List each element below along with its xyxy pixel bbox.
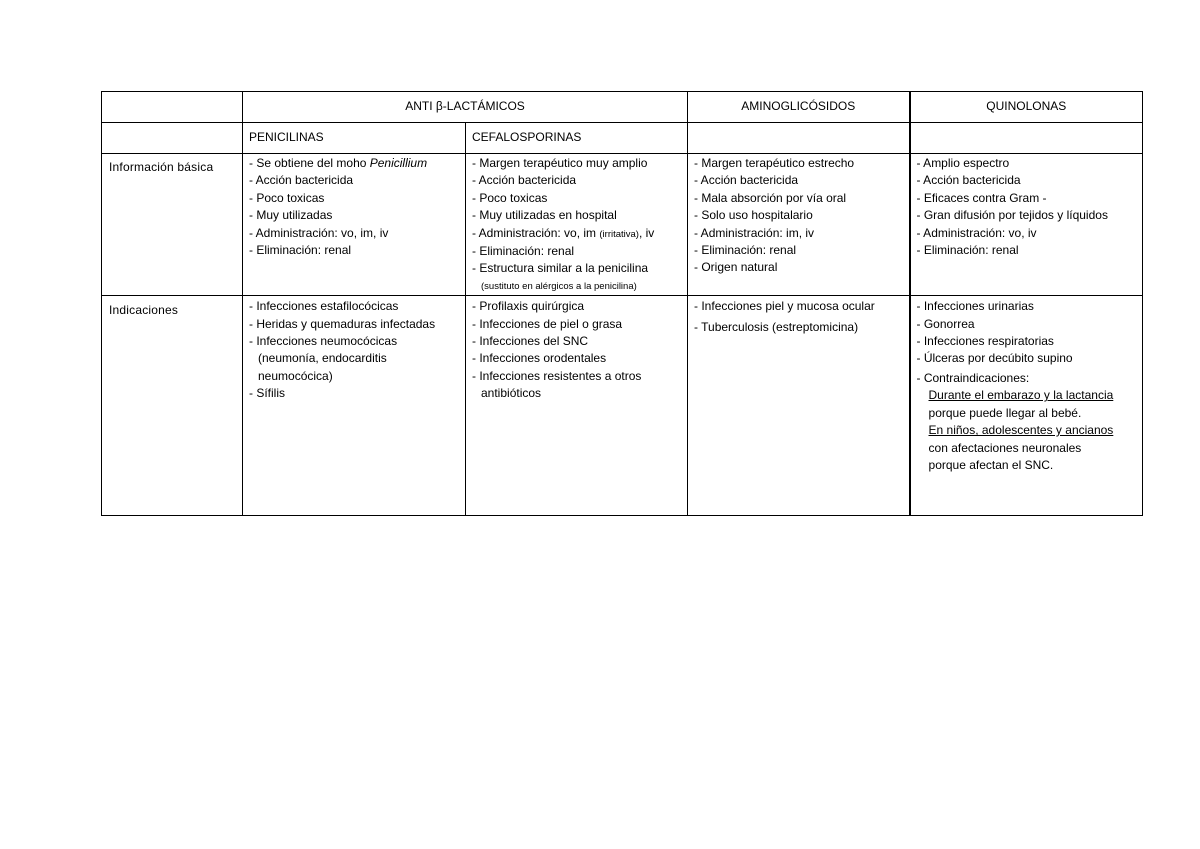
header-anti-beta: ANTI β-LACTÁMICOS	[243, 92, 688, 123]
list-item: - Muy utilizadas	[249, 208, 333, 223]
list-item: - Eficaces contra Gram -	[916, 190, 1047, 205]
list-item: - Estructura similar a la penicilina	[472, 261, 649, 276]
info-cefalosporinas	[466, 154, 688, 296]
informacion-basica-label: Información básica	[109, 160, 214, 174]
list-item: - Mala absorción por vía oral	[694, 190, 847, 205]
header-quinolonas: QUINOLONAS	[910, 92, 1143, 123]
subheader-empty	[102, 123, 243, 154]
item-text: - Se obtiene del moho	[249, 156, 370, 170]
info-aminoglucosidos	[688, 154, 910, 296]
list-item: - Infecciones estafilocócicas	[249, 299, 399, 314]
contraindicacion-embarazo: Durante el embarazo y la lactancia	[928, 388, 1114, 403]
indicaciones-label: Indicaciones	[109, 303, 179, 318]
list-item: - Acción bactericida	[249, 173, 354, 188]
estructura-note: (sustituto en alérgicos a la penicilina)	[481, 280, 637, 292]
list-item-continued: porque afectan el SNC.	[928, 457, 1054, 472]
subheader-row	[102, 123, 1143, 154]
list-item: - Sífilis	[249, 386, 285, 401]
list-item: - Profilaxis quirúrgica	[472, 299, 585, 314]
list-item-continued: (neumonía, endocarditis	[258, 351, 387, 366]
subheader-cefalosporinas: CEFALOSPORINAS	[466, 123, 688, 154]
corner-cell	[102, 92, 243, 123]
row-indicaciones	[102, 296, 1143, 516]
list-item: - Infecciones del SNC	[472, 334, 589, 349]
list-item: - Acción bactericida	[694, 173, 799, 188]
list-item-continued: con afectaciones neuronales	[928, 440, 1082, 455]
list-item: - Infecciones piel y mucosa ocular	[694, 299, 875, 314]
list-item: - Administración: im, iv	[694, 225, 815, 240]
header-row	[102, 92, 1143, 123]
list-item: - Infecciones respiratorias	[916, 334, 1054, 349]
row-informacion-basica	[102, 154, 1143, 296]
list-item: - Margen terapéutico muy amplio	[472, 156, 648, 170]
list-item: - Acción bactericida	[916, 173, 1021, 188]
row-label-indicaciones	[102, 296, 243, 516]
item-text: , iv	[638, 225, 655, 240]
list-item-continued: antibióticos	[481, 386, 542, 401]
list-item: - Heridas y quemaduras infectadas	[249, 316, 436, 331]
list-item: - Infecciones resistentes a otros	[472, 368, 642, 383]
ind-quinolonas	[910, 296, 1143, 516]
list-item: - Administración: vo, iv	[916, 225, 1037, 240]
penicillium-text: Penicillium	[369, 156, 428, 170]
list-item: - Infecciones neumocócicas	[249, 334, 398, 349]
list-item: - Infecciones de piel o grasa	[472, 316, 623, 331]
list-item: - Acción bactericida	[472, 173, 577, 188]
list-item	[249, 155, 459, 172]
list-item: - Contraindicaciones:	[916, 370, 1030, 385]
comparison-table	[101, 91, 1143, 516]
list-item: - Infecciones orodentales	[472, 351, 607, 366]
list-item: - Eliminación: renal	[472, 244, 575, 259]
list-item: - Poco toxicas	[472, 190, 548, 205]
contraindicacion-edades: En niños, adolescentes y ancianos	[928, 423, 1114, 438]
list-item: - Eliminación: renal	[916, 243, 1019, 258]
list-item: - Amplio espectro	[916, 156, 1010, 170]
list-item: - Margen terapéutico estrecho	[694, 156, 855, 170]
list-item: - Gran difusión por tejidos y líquidos	[916, 208, 1108, 223]
header-aminoglucosidos: AMINOGLICÓSIDOS	[688, 92, 910, 123]
list-item	[472, 225, 681, 243]
list-item: - Úlceras por decúbito supino	[916, 351, 1073, 366]
list-item: - Origen natural	[694, 260, 778, 275]
list-item: - Poco toxicas	[249, 190, 325, 205]
info-penicilinas	[243, 154, 466, 296]
row-label-informacion	[102, 154, 243, 296]
subheader-aminoglucosidos-empty	[688, 123, 910, 154]
ind-aminoglucosidos	[688, 296, 910, 516]
list-item-continued: neumocócica)	[258, 368, 333, 383]
list-item: - Administración: vo, im, iv	[249, 225, 389, 240]
list-item-continued: porque puede llegar al bebé.	[928, 405, 1082, 420]
list-item: - Solo uso hospitalario	[694, 208, 813, 223]
info-quinolonas	[910, 154, 1143, 296]
list-item: - Infecciones urinarias	[916, 299, 1034, 314]
irritativa-note: (irritativa)	[599, 228, 639, 240]
item-text: - Administración: vo, im	[472, 225, 600, 240]
subheader-quinolonas-empty	[910, 123, 1143, 154]
list-item: - Eliminación: renal	[249, 243, 352, 258]
list-item: - Muy utilizadas en hospital	[472, 208, 617, 223]
list-item: - Tuberculosis (estreptomicina)	[694, 319, 859, 334]
list-item: - Eliminación: renal	[694, 243, 797, 258]
list-item: - Gonorrea	[916, 316, 975, 331]
ind-penicilinas	[243, 296, 466, 516]
ind-cefalosporinas	[466, 296, 688, 516]
subheader-penicilinas: PENICILINAS	[243, 123, 466, 154]
